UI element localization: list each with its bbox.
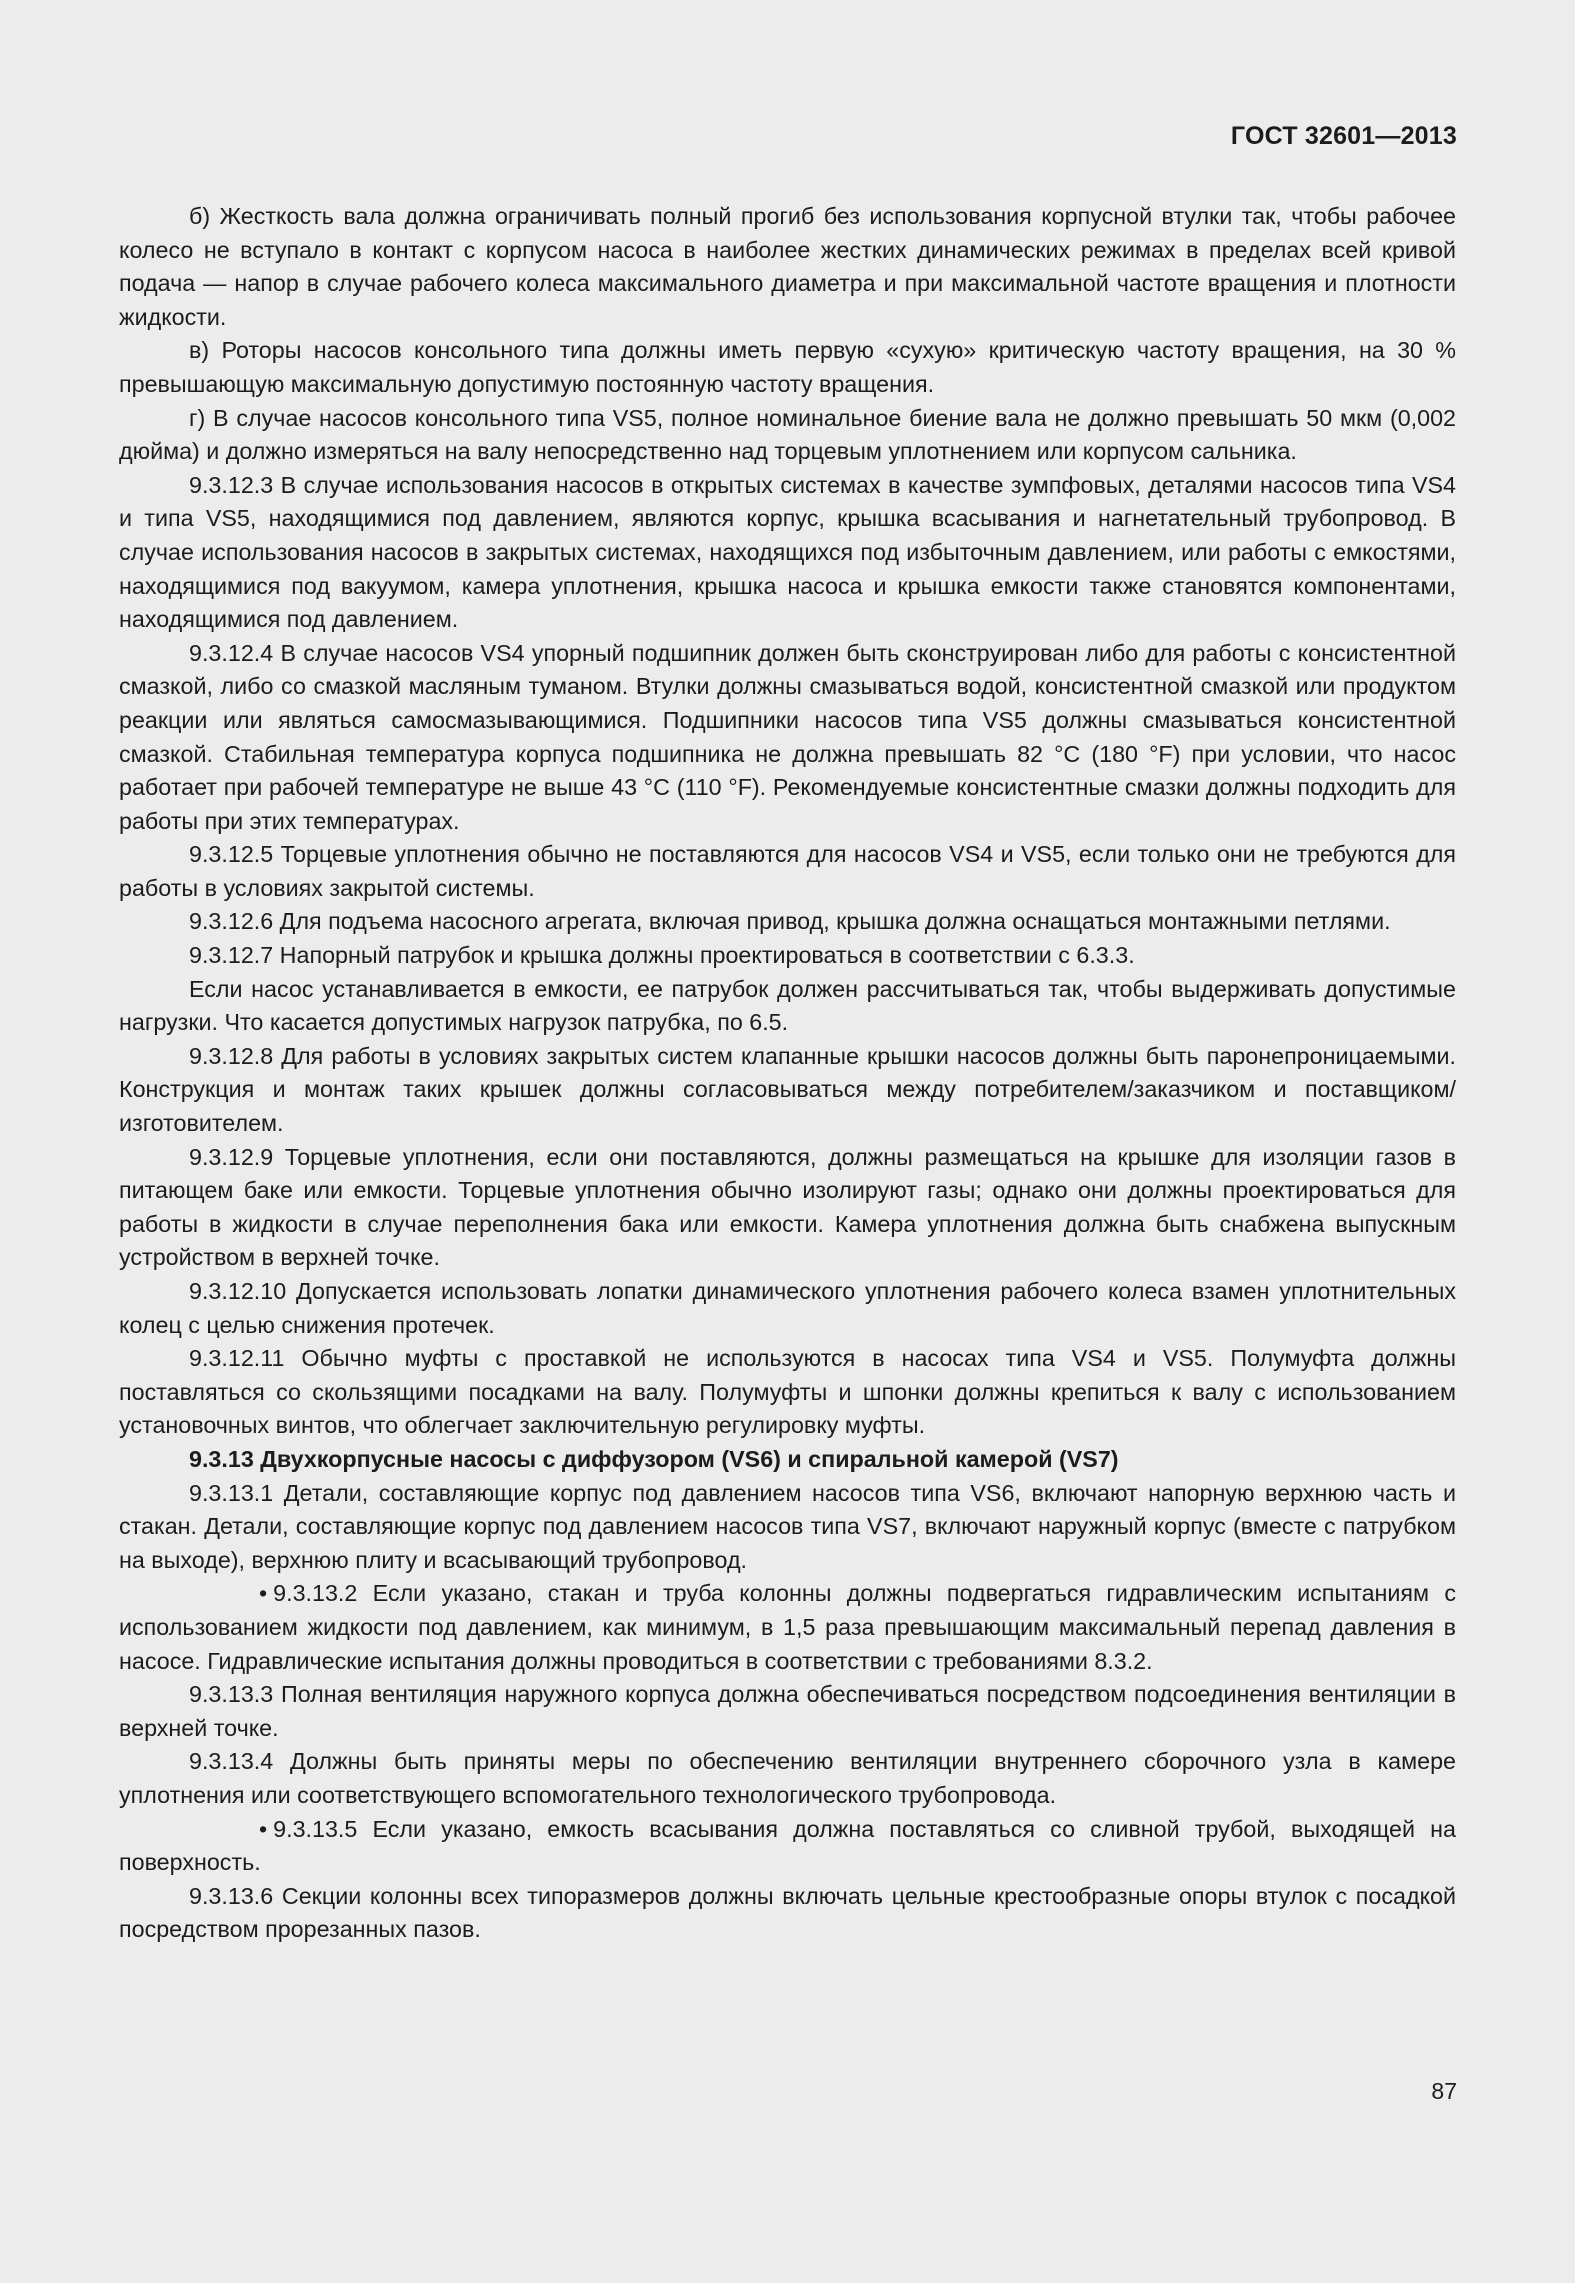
paragraph <box>119 1275 1456 1342</box>
paragraph-text: 9.3.13.2 Если указано, стакан и труба колонны должны подвергаться гидравлическим испытаниям с использованием жидкости под давлением, как минимум, в 1,5 раза превышающим максимальный перепад давления в насосе. Гидравлические испытания должны проводиться в соответствии с требованиями 8.3.2. <box>119 1580 1456 1674</box>
paragraph-text: 9.3.12.6 Для подъема насосного агрегата, включая привод, крышка должна оснащаться монтажными петлями. <box>189 908 1391 935</box>
paragraph <box>119 637 1456 839</box>
paragraph <box>119 838 1456 905</box>
paragraph <box>119 469 1456 637</box>
paragraph <box>119 1745 1456 1812</box>
paragraph-text: в) Роторы насосов консольного типа должны иметь первую «сухую» критическую частоту вращения, на 30 % превышающую максимальную допустимую постоянную частоту вращения. <box>119 337 1456 397</box>
paragraph-text: Если насос устанавливается в емкости, ее патрубок должен рассчитываться так, чтобы выдерживать допустимые нагрузки. Что касается допустимых нагрузок патрубка, по 6.5. <box>119 975 1456 1036</box>
paragraph <box>119 1342 1456 1443</box>
paragraph <box>119 1813 1456 1880</box>
bullet-marker: • <box>259 1815 268 1842</box>
document-header: ГОСТ 32601—2013 <box>1230 122 1457 150</box>
paragraph <box>119 1040 1456 1141</box>
paragraph-text: 9.3.12.8 Для работы в условиях закрытых систем клапанные крышки насосов должны быть паронепроницаемыми. Конструкция и монтаж таких крышек должны согласовываться между потребителем/заказчиком и поставщиком/изготовителем. <box>119 1042 1456 1137</box>
bullet-marker: • <box>259 1580 268 1607</box>
section-heading-text: 9.3.13 Двухкорпусные насосы с диффузором (VS6) и спиральной камерой (VS7) <box>189 1445 1119 1472</box>
paragraph-text: 9.3.13.5 Если указано, емкость всасывания должна поставляться со сливной трубой, выходящей на поверхность. <box>119 1815 1456 1876</box>
paragraph <box>119 402 1456 469</box>
paragraph-text: б) Жесткость вала должна ограничивать полный прогиб без использования корпусной втулки так, чтобы рабочее колесо не вступало в контакт с корпусом насоса в наиболее жестких динамических режимах в пределах всей кривой подача — напор в случае рабочего колеса максимального диаметра и при максимальной частоте вращения и плотности жидкости. <box>119 203 1456 330</box>
paragraph-text: 9.3.13.1 Детали, составляющие корпус под давлением насосов типа VS6, включают напорную верхнюю часть и стакан. Детали, составляющие корпус под давлением насосов типа VS7, включают наружный корпус (вместе с патрубком на выходе), верхнюю плиту и всасывающий трубопровод. <box>119 1479 1456 1573</box>
paragraph-text: 9.3.13.6 Секции колонны всех типоразмеров должны включать цельные крестообразные опоры втулок с посадкой посредством прорезанных пазов. <box>119 1882 1456 1943</box>
paragraph-text: 9.3.12.10 Допускается использовать лопатки динамического уплотнения рабочего колеса взамен уплотнительных колец с целью снижения протечек. <box>119 1278 1456 1338</box>
paragraph <box>119 1477 1456 1578</box>
paragraph <box>119 1141 1456 1275</box>
paragraph <box>119 973 1456 1040</box>
paragraph-text: 9.3.13.3 Полная вентиляция наружного корпуса должна обеспечиваться посредством подсоединения вентиляции в верхней точке. <box>119 1681 1456 1741</box>
section-heading <box>119 1443 1456 1477</box>
paragraph-text: 9.3.12.5 Торцевые уплотнения обычно не поставляются для насосов VS4 и VS5, если только они не требуются для работы в условиях закрытой системы. <box>119 841 1456 901</box>
paragraph <box>119 1577 1456 1678</box>
page-number: 87 <box>1431 2078 1457 2104</box>
paragraph <box>119 1880 1456 1947</box>
paragraph-text: 9.3.12.3 В случае использования насосов в открытых системах в качестве зумпфовых, деталями насосов типа VS4 и типа VS5, находящимися под давлением, являются корпус, крышка всасывания и нагнетательный трубопровод. В случае использования насосов в закрытых системах, находящихся под избыточным давлением, или работы с емкостями, находящимися под вакуумом, камера уплотнения, крышка насоса и крышка емкости также становятся компонентами, находящимися под давлением. <box>119 471 1456 633</box>
paragraph-text: 9.3.12.7 Напорный патрубок и крышка должны проектироваться в соответствии с 6.3.3. <box>189 942 1135 969</box>
paragraph <box>119 939 1456 973</box>
paragraph <box>119 334 1456 401</box>
paragraph-text: 9.3.12.9 Торцевые уплотнения, если они поставляются, должны размещаться на крышке для изоляции газов в питающем баке или емкости. Торцевые уплотнения обычно изолируют газы; однако они должны проектироваться для работы в жидкости в случае переполнения бака или емкости. Камера уплотнения должна быть снабжена выпускным устройством в верхней точке. <box>119 1143 1456 1271</box>
paragraph <box>119 1678 1456 1745</box>
paragraph-text: 9.3.13.4 Должны быть приняты меры по обеспечению вентиляции внутреннего сборочного узла в камере уплотнения или соответствующего вспомогательного технологического трубопровода. <box>119 1748 1456 1808</box>
document-body <box>119 200 1456 1947</box>
paragraph-text: 9.3.12.11 Обычно муфты с проставкой не используются в насосах типа VS4 и VS5. Полумуфта должны поставляться со скользящими посадками на валу. Полумуфты и шпонки должны крепиться к валу с использованием установочных винтов, что облегчает заключительную регулировку муфты. <box>119 1345 1456 1439</box>
paragraph-text: 9.3.12.4 В случае насосов VS4 упорный подшипник должен быть сконструирован либо для работы с консистентной смазкой, либо со смазкой масляным туманом. Втулки должны смазываться водой, консистентной смазкой или продуктом реакции или являться самосмазывающимися. Подшипники насосов типа VS5 должны смазываться консистентной смазкой. Стабильная температура корпуса подшипника не должна превышать 82 °С (180 °F) при условии, что насос работает при рабочей температуре не выше 43 °С (110 °F). Рекомендуемые консистентные смазки должны подходить для работы при этих температурах. <box>119 639 1456 834</box>
paragraph <box>119 200 1456 334</box>
paragraph <box>119 905 1456 939</box>
paragraph-text: г) В случае насосов консольного типа VS5, полное номинальное биение вала не должно превышать 50 мкм (0,002 дюйма) и должно измеряться на валу непосредственно над торцевым уплотнением или корпусом сальника. <box>119 404 1456 465</box>
